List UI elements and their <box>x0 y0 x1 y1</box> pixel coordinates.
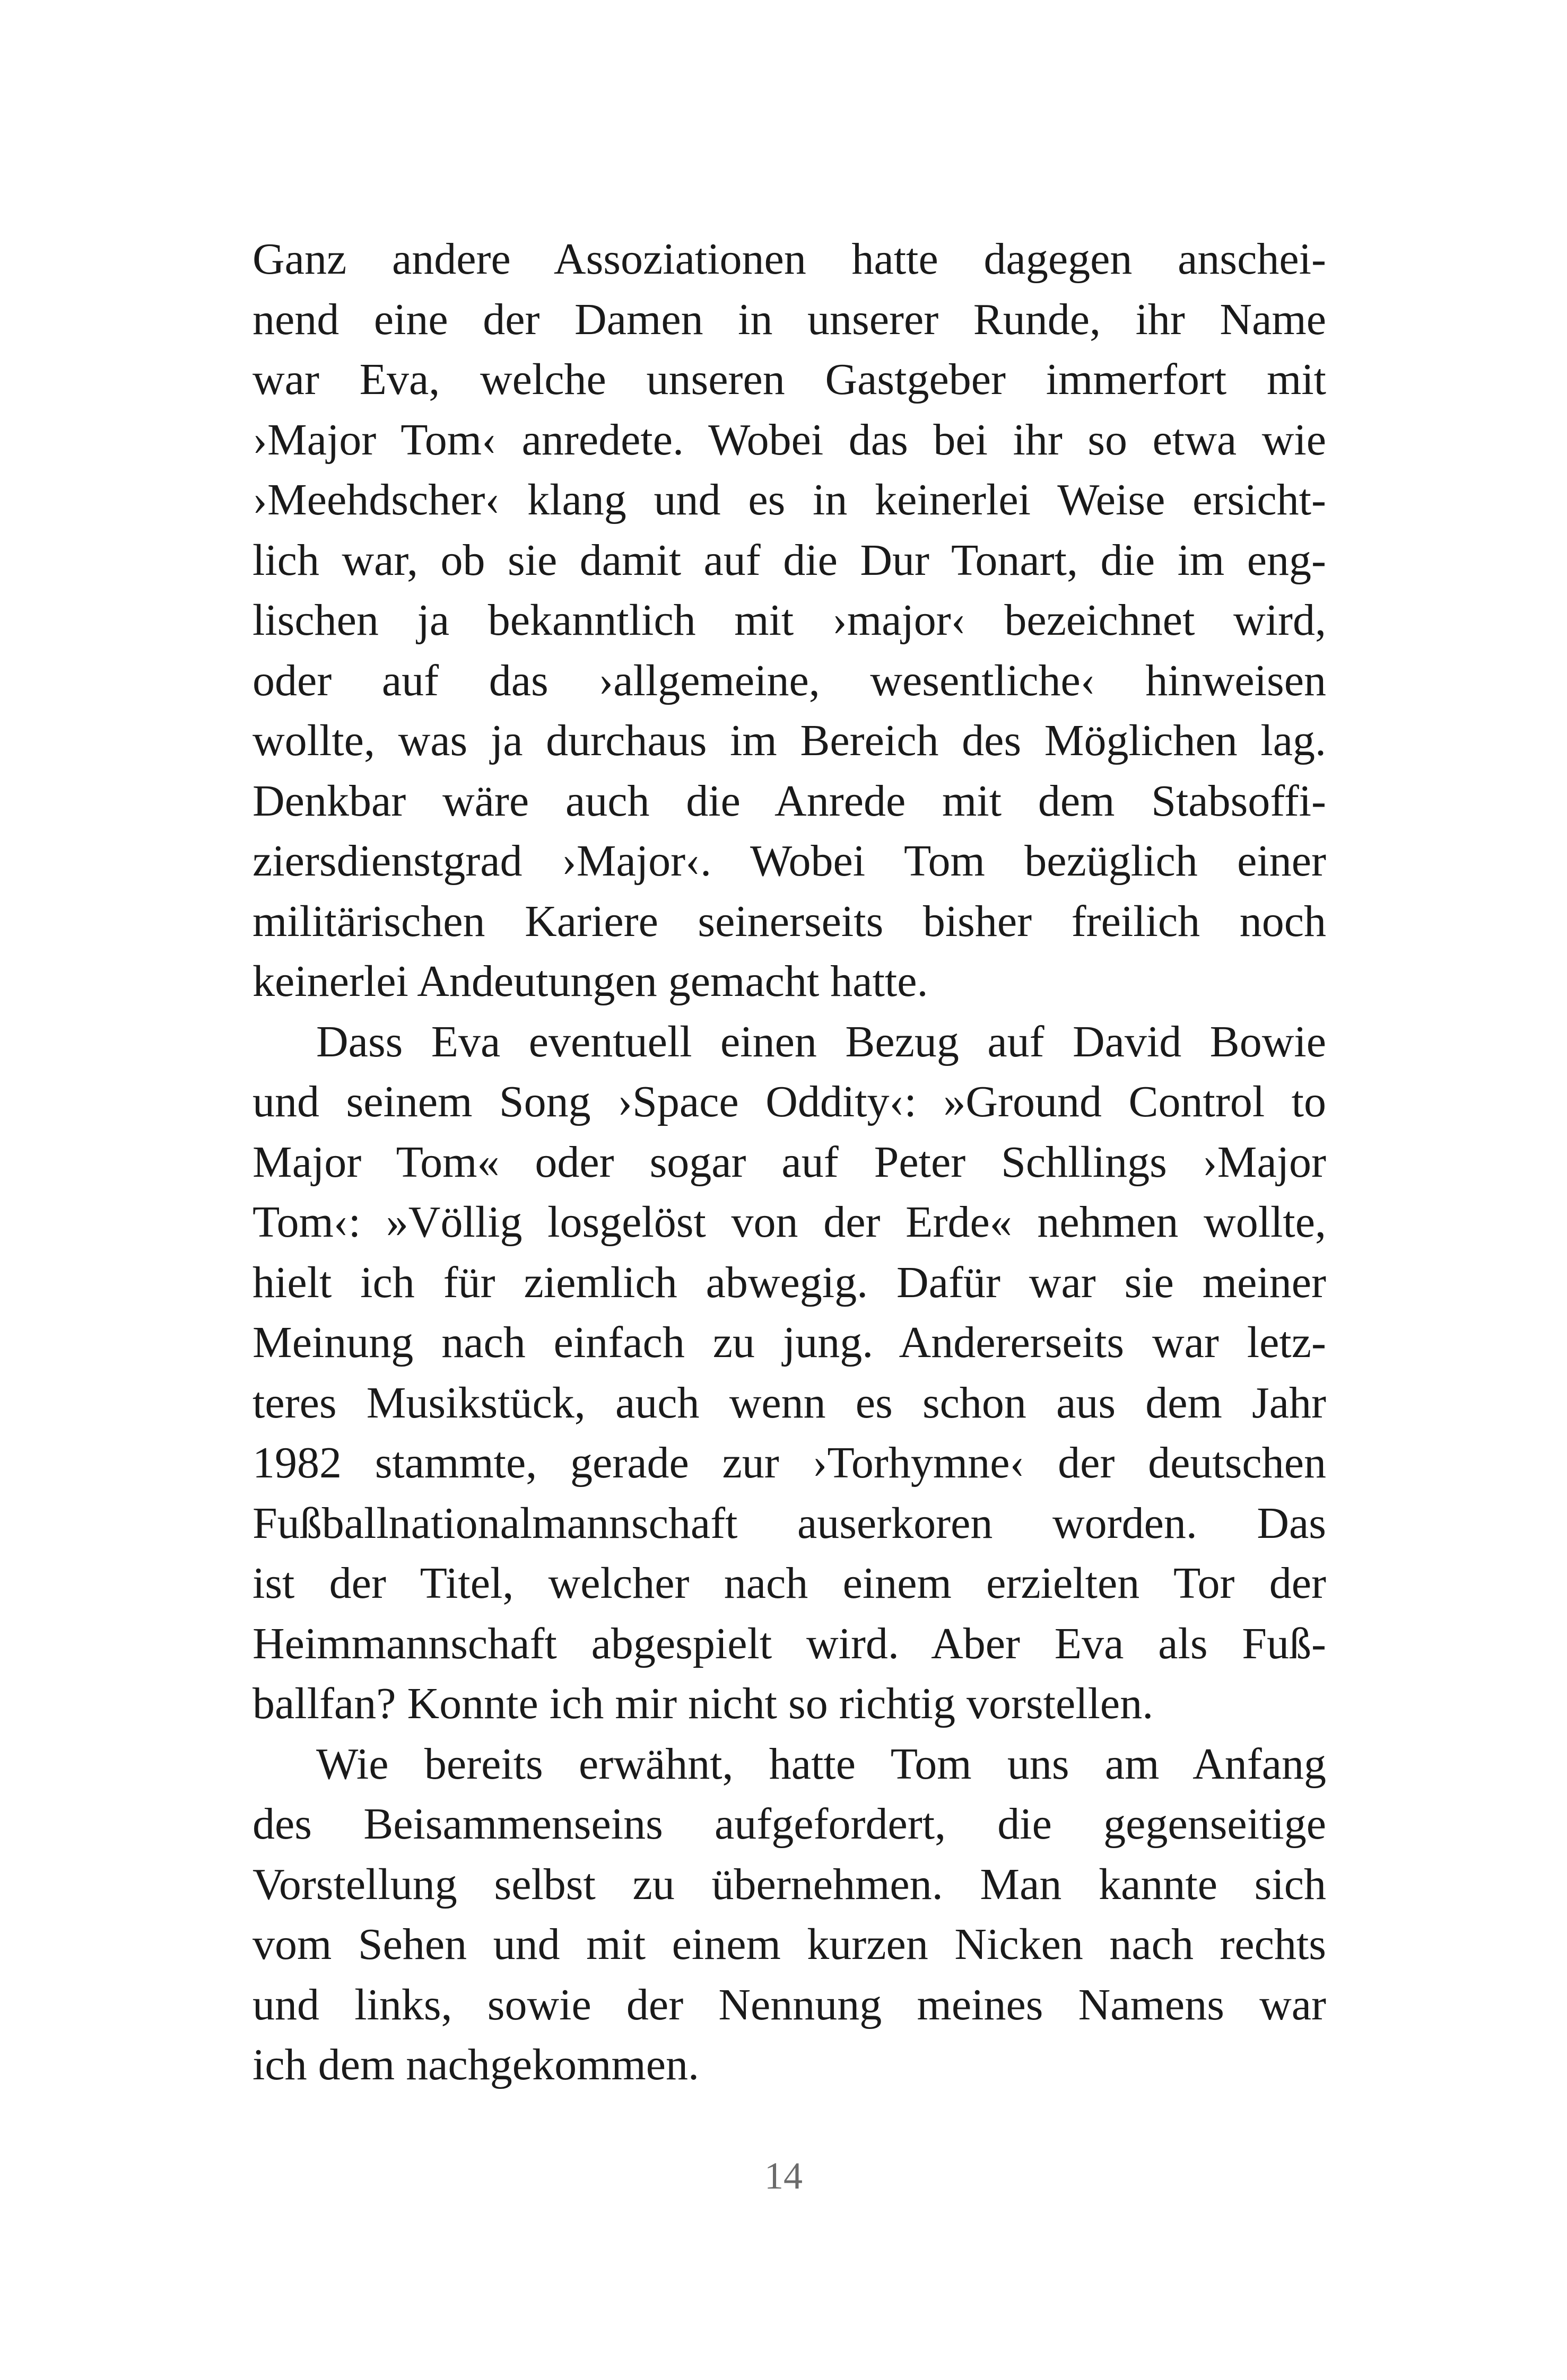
text-line: war Eva, welche unseren Gastgeber immerfort mit <box>253 355 1326 404</box>
text-line: und links, sowie der Nennung meines Namens war <box>253 1980 1326 2029</box>
text-line: Wie bereits erwähnt, hatte Tom uns am Anfang <box>316 1739 1326 1789</box>
text-line: teres Musikstück, auch wenn es schon aus dem Jahr <box>253 1378 1326 1428</box>
text-line: Vorstellung selbst zu übernehmen. Man kannte sich <box>253 1859 1326 1909</box>
text-line: Dass Eva eventuell einen Bezug auf David Bowie <box>316 1017 1326 1066</box>
text-line: ist der Titel, welcher nach einem erzielten Tor der <box>253 1559 1326 1608</box>
paragraph <box>253 1734 1326 2095</box>
text-line: Fußballnationalmannschaft auserkoren worden. Das <box>253 1498 1326 1548</box>
text-line: Ganz andere Assoziationen hatte dagegen anschei- <box>253 234 1326 284</box>
text-line: Tom‹: »Völlig losgelöst von der Erde« nehmen wollte, <box>253 1197 1326 1247</box>
text-line: hielt ich für ziemlich abwegig. Dafür war sie meiner <box>253 1257 1326 1307</box>
text-line: ›Major Tom‹ anredete. Wobei das bei ihr so etwa wie <box>253 415 1326 465</box>
paragraph <box>253 229 1326 1012</box>
book-page-body <box>253 229 1326 2095</box>
text-line: des Beisammenseins aufgefordert, die gegenseitige <box>253 1799 1326 1849</box>
text-line: und seinem Song ›Space Oddity‹: »Ground Control to <box>253 1077 1326 1126</box>
text-line: Denkbar wäre auch die Anrede mit dem Stabsoffi- <box>253 776 1326 826</box>
text-line: ballfan? Konnte ich mir nicht so richtig vorstellen. <box>253 1679 1154 1728</box>
text-line: nend eine der Damen in unserer Runde, ihr Name <box>253 294 1326 344</box>
paragraph <box>253 1012 1326 1734</box>
text-line: militärischen Kariere seinerseits bisher freilich noch <box>253 896 1326 946</box>
text-line: Heimmannschaft abgespielt wird. Aber Eva als Fuß- <box>253 1618 1326 1668</box>
text-line: 1982 stammte, gerade zur ›Torhymne‹ der deutschen <box>253 1438 1326 1488</box>
text-line: ›Meehdscher‹ klang und es in keinerlei Weise ersicht- <box>253 475 1326 524</box>
text-line: lischen ja bekanntlich mit ›major‹ bezeichnet wird, <box>253 596 1326 645</box>
page-number: 14 <box>764 2155 803 2197</box>
text-line: lich war, ob sie damit auf die Dur Tonart, die im eng- <box>253 535 1326 585</box>
text-line: vom Sehen und mit einem kurzen Nicken nach rechts <box>253 1920 1326 1969</box>
text-line: Meinung nach einfach zu jung. Andererseits war letz- <box>253 1318 1326 1367</box>
text-line: oder auf das ›allgemeine, wesentliche‹ hinweisen <box>253 655 1326 705</box>
text-line: wollte, was ja durchaus im Bereich des Möglichen lag. <box>253 716 1326 765</box>
text-line: keinerlei Andeutungen gemacht hatte. <box>253 957 928 1006</box>
text-line: ziersdienstgrad ›Major‹. Wobei Tom bezüglich einer <box>253 836 1326 886</box>
text-line: ich dem nachgekommen. <box>253 2040 700 2089</box>
text-line: Major Tom« oder sogar auf Peter Schllings ›Major <box>253 1137 1326 1187</box>
body-text <box>253 229 1326 2095</box>
